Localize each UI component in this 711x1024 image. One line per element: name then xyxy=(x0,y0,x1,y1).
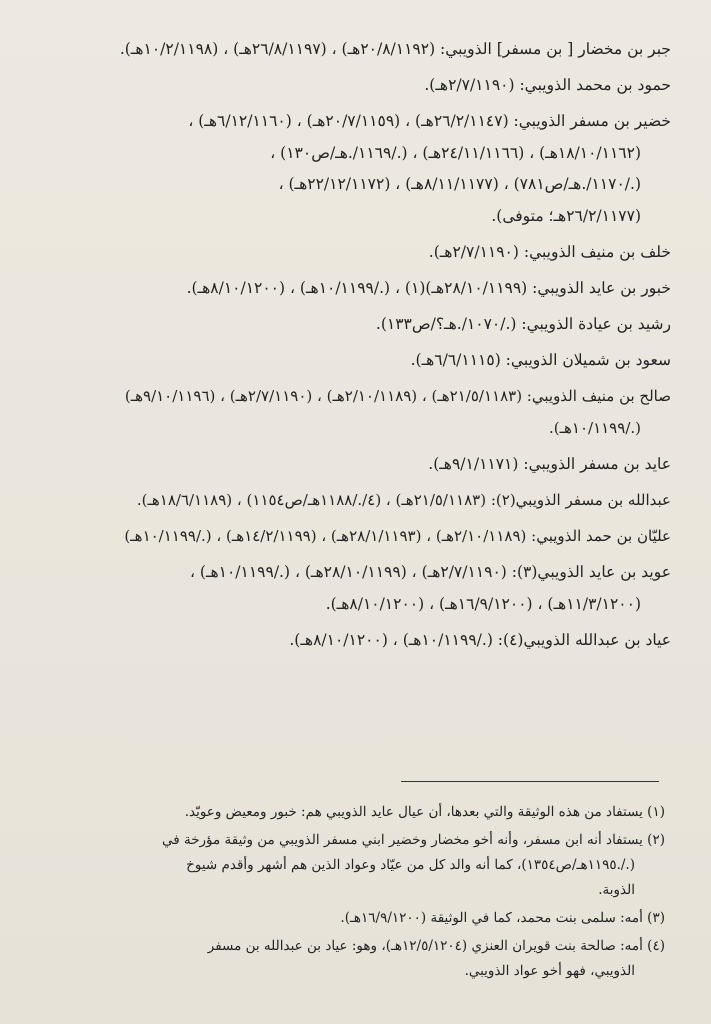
footnote-divider xyxy=(401,781,659,782)
footnotes xyxy=(26,800,665,987)
entry-alyyan xyxy=(22,521,671,553)
entry-abdullah xyxy=(22,485,671,517)
entry-salih xyxy=(22,381,671,444)
entry-line: رشيد بن عيادة الذويبي: (./١٠٧٠/.هـ؟/ص١٣٣). xyxy=(375,315,671,334)
entry-line: عويد بن عايد الذويبي(٣): (٢/٧/١١٩٠هـ) ، (٢٨/١٠/١١٩٩هـ) ، (./١٠/١١٩٩هـ) ، xyxy=(189,563,671,582)
entry-rashid xyxy=(22,309,671,341)
entry-uwayd xyxy=(22,557,671,620)
footnote-line: (٣) أمه: سلمى بنت محمد، كما في الوثيقة (١٦/٩/١٢٠٠هـ). xyxy=(340,910,665,926)
entry-line: عليّان بن حمد الذويبي: (٢/١٠/١١٨٩هـ) ، (٢٨/١/١١٩٣هـ) ، (١٤/٢/١١٩٩هـ) ، (./١٠/١١٩٩هـ) xyxy=(124,527,671,546)
entry-ayid xyxy=(22,449,671,481)
footnote-line: (٤) أمه: صالحة بنت قويران العنزي (١٢/٥/١٢٠٤هـ)، وهو: عياد بن عبدالله بن مسفر xyxy=(207,938,665,954)
entry-ayyad xyxy=(22,625,671,657)
entry-line: (./١٠/١١٩٩هـ). xyxy=(548,419,641,438)
entry-line: (٢٦/٢/١١٧٧هـ؛ متوفى). xyxy=(491,206,641,225)
entry-khalaf xyxy=(22,237,671,269)
entry-hamud xyxy=(22,70,671,102)
entry-line: خبور بن عايد الذويبي: (٢٨/١٠/١١٩٩هـ)(١) ، (./١٠/١١٩٩هـ) ، (٨/١٠/١٢٠٠هـ). xyxy=(186,279,671,298)
footnote-2 xyxy=(26,828,665,903)
footnote-line: (٢) يستفاد أنه ابن مسفر، وأنه أخو مخضار وخضير ابني مسفر الذويبي من وثيقة مؤرخة في xyxy=(161,832,665,848)
entry-line: صالح بن منيف الذويبي: (٢١/٥/١١٨٣هـ) ، (٢/١٠/١١٨٩هـ) ، (٢/٧/١١٩٠هـ) ، (٩/١٠/١١٩٦هـ) xyxy=(124,387,671,406)
entry-jabr xyxy=(22,34,671,66)
entry-line: (١٨/١٠/١١٦٢هـ) ، (٢٤/١١/١١٦٦هـ) ، (./١١٦٩/.هـ/ص١٣٠) ، xyxy=(270,143,641,162)
footnote-3 xyxy=(26,906,665,931)
name-entries-list xyxy=(22,34,671,661)
entry-line: سعود بن شميلان الذويبي: (٦/٦/١١١٥هـ). xyxy=(410,351,671,370)
entry-line: خضير بن مسفر الذويبي: (٢٦/٢/١١٤٧هـ) ، (٢٠/٧/١١٥٩هـ) ، (٦/١٢/١١٦٠هـ) ، xyxy=(188,112,671,131)
entry-line: (./١١٧٠/.هـ/ص٧٨١) ، (٨/١١/١١٧٧هـ) ، (٢٢/١٢/١١٧٢هـ) ، xyxy=(278,175,641,194)
entry-line: عياد بن عبدالله الذويبي(٤): (./١٠/١١٩٩هـ) ، (٨/١٠/١٢٠٠هـ). xyxy=(289,631,671,650)
entry-khudayr xyxy=(22,106,671,232)
footnote-1 xyxy=(26,800,665,825)
entry-line: جبر بن مخضار [ بن مسفر] الذويبي: (٢٠/٨/١١٩٢هـ) ، (٢٦/٨/١١٩٧هـ) ، (١٠/٢/١١٩٨هـ). xyxy=(119,40,671,58)
entry-line: عايد بن مسفر الذويبي: (٩/١/١١٧١هـ). xyxy=(428,455,671,474)
entry-saud xyxy=(22,345,671,377)
footnote-line: (١) يستفاد من هذه الوثيقة والتي بعدها، أن عيال عايد الذويبي هم: خبور ومعيض وعويّد. xyxy=(184,804,665,820)
footnote-line: الذويبي، فهو أخو عواد الذويبي. xyxy=(464,963,635,979)
footnote-line: الذوبة. xyxy=(598,882,635,898)
footnote-4 xyxy=(26,934,665,984)
entry-khabur xyxy=(22,273,671,305)
entry-line: حمود بن محمد الذويبي: (٢/٧/١١٩٠هـ). xyxy=(424,76,671,95)
entry-line: عبدالله بن مسفر الذويبي(٢): (٢١/٥/١١٨٣هـ) ، (٤/./١١٨٨هـ/ص١١٥٤) ، (١٨/٦/١١٨٩هـ). xyxy=(136,491,671,510)
entry-line: (١١/٣/١٢٠٠هـ) ، (١٦/٩/١٢٠٠هـ) ، (٨/١٠/١٢٠٠هـ). xyxy=(325,595,641,613)
footnote-line: (./.١١٩٥هـ/ص١٣٥٤)، كما أنه والد كل من عيّاد وعواد الذين هم أشهر وأقدم شيوخ xyxy=(186,857,635,873)
entry-line: خلف بن منيف الذويبي: (٢/٧/١١٩٠هـ). xyxy=(428,243,671,262)
